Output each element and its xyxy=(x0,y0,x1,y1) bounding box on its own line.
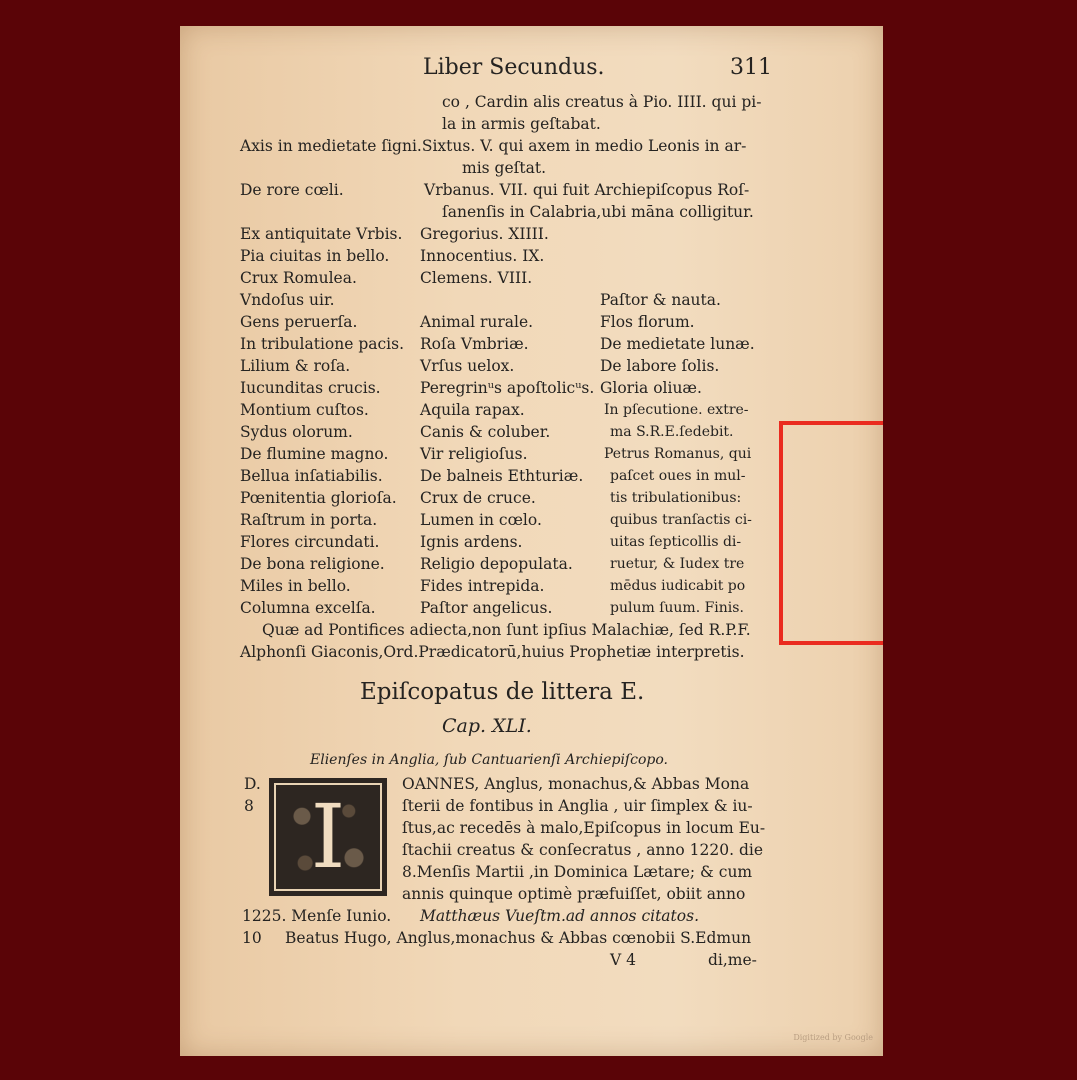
col3-entry: Flos florum. xyxy=(600,313,695,331)
editorial-note: Quæ ad Pontifices adiecta,non ſunt ipſius Malachiæ, ſed R.P.F. xyxy=(262,621,751,639)
body-line-date: 1225. Menſe Iunio. xyxy=(242,907,392,925)
col2-entry: Clemens. VIII. xyxy=(420,269,533,287)
initial-letter: I xyxy=(310,785,346,888)
intro-line: mis geſtat. xyxy=(462,159,546,177)
intro-line: Vrbanus. VII. qui fuit Archiepiſcopus Roſ- xyxy=(424,181,750,199)
margin-letter: D. xyxy=(244,775,261,793)
col2-entry: Peregrinᵘs apoſtolicᵘs. xyxy=(420,379,595,397)
col1-entry: Raſtrum in porta. xyxy=(240,511,378,529)
highlighted-line: In pſecutione. extre- xyxy=(604,402,749,418)
col2-entry: Ignis ardens. xyxy=(420,533,523,551)
highlighted-line: uitas ſepticollis di- xyxy=(610,534,742,550)
col1-entry: Vndoſus uir. xyxy=(240,291,335,309)
col3-entry: De medietate lunæ. xyxy=(600,335,755,353)
col1-entry: Iucunditas crucis. xyxy=(240,379,381,397)
decorated-initial xyxy=(269,778,387,896)
col1-entry: Bellua inſatiabilis. xyxy=(240,467,383,485)
body-line: annis quinque optimè præfuiſſet, obiit anno xyxy=(402,885,746,903)
col1-entry: Columna excelſa. xyxy=(240,599,376,617)
col2-entry: Innocentius. IX. xyxy=(420,247,545,265)
chapter-heading: Cap. XLI. xyxy=(442,715,532,737)
col2-entry: Canis & coluber. xyxy=(420,423,551,441)
body-line: Beatus Hugo, Anglus,monachus & Abbas cœnobii S.Edmun xyxy=(285,929,752,947)
col1-entry: Pia ciuitas in bello. xyxy=(240,247,390,265)
highlighted-line: tis tribulationibus: xyxy=(610,490,742,506)
watermark: Digitized by Google xyxy=(793,1033,873,1042)
col1-entry: Lilium & roſa. xyxy=(240,357,351,375)
col2-entry: Roſa Vmbriæ. xyxy=(420,335,529,353)
col1-entry: Gens peruerſa. xyxy=(240,313,358,331)
highlighted-line: paſcet oues in mul- xyxy=(610,468,746,484)
col1-entry: De flumine magno. xyxy=(240,445,389,463)
highlight-box xyxy=(779,421,883,645)
margin-number: 8 xyxy=(244,797,254,815)
col3-entry: Gloria oliuæ. xyxy=(600,379,702,397)
intro-line: la in armis geſtabat. xyxy=(442,115,601,133)
body-line: OANNES, Anglus, monachus,& Abbas Mona xyxy=(402,775,750,793)
intro-line: ſanenſis in Calabria,ubi māna colligitur. xyxy=(442,203,754,221)
intro-line: De rore cœli. xyxy=(240,181,344,199)
editorial-note: Alphonſi Giaconis,Ord.Prædicatorū,huius Prophetiæ interpretis. xyxy=(240,643,745,661)
col2-entry: Vrſus uelox. xyxy=(420,357,515,375)
col1-entry: Sydus olorum. xyxy=(240,423,353,441)
col2-entry: Animal rurale. xyxy=(420,313,534,331)
col2-entry: Gregorius. XIIII. xyxy=(420,225,549,243)
col2-entry: Paſtor angelicus. xyxy=(420,599,553,617)
highlighted-line: Petrus Romanus, qui xyxy=(604,446,752,462)
highlighted-line: mēdus iudicabit po xyxy=(610,578,746,594)
col1-entry: De bona religione. xyxy=(240,555,385,573)
col1-entry: Montium cuſtos. xyxy=(240,401,369,419)
page-header-title: Liber Secundus. xyxy=(423,55,605,80)
body-line: 8.Menſis Martii ,in Dominica Lætare; & cum xyxy=(402,863,753,881)
intro-line: co , Cardin alis creatus à Pio. IIII. qui pi- xyxy=(442,93,762,111)
body-line: ſtachii creatus & conſecratus , anno 1220. die xyxy=(402,841,764,859)
signature-mark: V 4 xyxy=(610,951,636,969)
catchword: di,me- xyxy=(708,951,757,969)
col2-entry: Religio depopulata. xyxy=(420,555,573,573)
decorated-initial-frame xyxy=(274,783,382,891)
highlighted-line: ruetur, & Iudex tre xyxy=(610,556,745,572)
col2-entry: Vir religioſus. xyxy=(420,445,528,463)
col1-entry: Flores circundati. xyxy=(240,533,380,551)
intro-line: Axis in medietate ſigni.Sixtus. V. qui axem in medio Leonis in ar- xyxy=(240,137,747,155)
col2-entry: Aquila rapax. xyxy=(420,401,525,419)
col2-entry: Lumen in cœlo. xyxy=(420,511,542,529)
col3-entry: De labore ſolis. xyxy=(600,357,720,375)
margin-number: 10 xyxy=(242,929,262,947)
col1-entry: In tribulatione pacis. xyxy=(240,335,405,353)
section-subtitle: Elienſes in Anglia, ſub Cantuarienſi Archiepiſcopo. xyxy=(310,752,668,768)
citation: Matthæus Vueſtm.ad annos citatos. xyxy=(420,907,699,925)
book-page xyxy=(180,26,883,1056)
body-line: ſtus,ac recedēs à malo,Epiſcopus in locum Eu- xyxy=(402,819,766,837)
col2-entry: De balneis Ethturiæ. xyxy=(420,467,584,485)
section-title: Epiſcopatus de littera E. xyxy=(360,679,645,705)
col1-entry: Miles in bello. xyxy=(240,577,351,595)
col1-entry: Ex antiquitate Vrbis. xyxy=(240,225,403,243)
highlighted-line: ma S.R.E.ſedebit. xyxy=(610,424,734,440)
col1-entry: Crux Romulea. xyxy=(240,269,357,287)
body-line: ſterii de fontibus in Anglia , uir ſimplex & iu- xyxy=(402,797,753,815)
highlighted-line: pulum ſuum. Finis. xyxy=(610,600,744,616)
col2-entry: Crux de cruce. xyxy=(420,489,536,507)
page-number: 311 xyxy=(730,55,772,80)
col2-entry: Fides intrepida. xyxy=(420,577,545,595)
highlighted-line: quibus tranſactis ci- xyxy=(610,512,752,528)
col1-entry: Pœnitentia glorioſa. xyxy=(240,489,397,507)
col3-entry: Paſtor & nauta. xyxy=(600,291,721,309)
